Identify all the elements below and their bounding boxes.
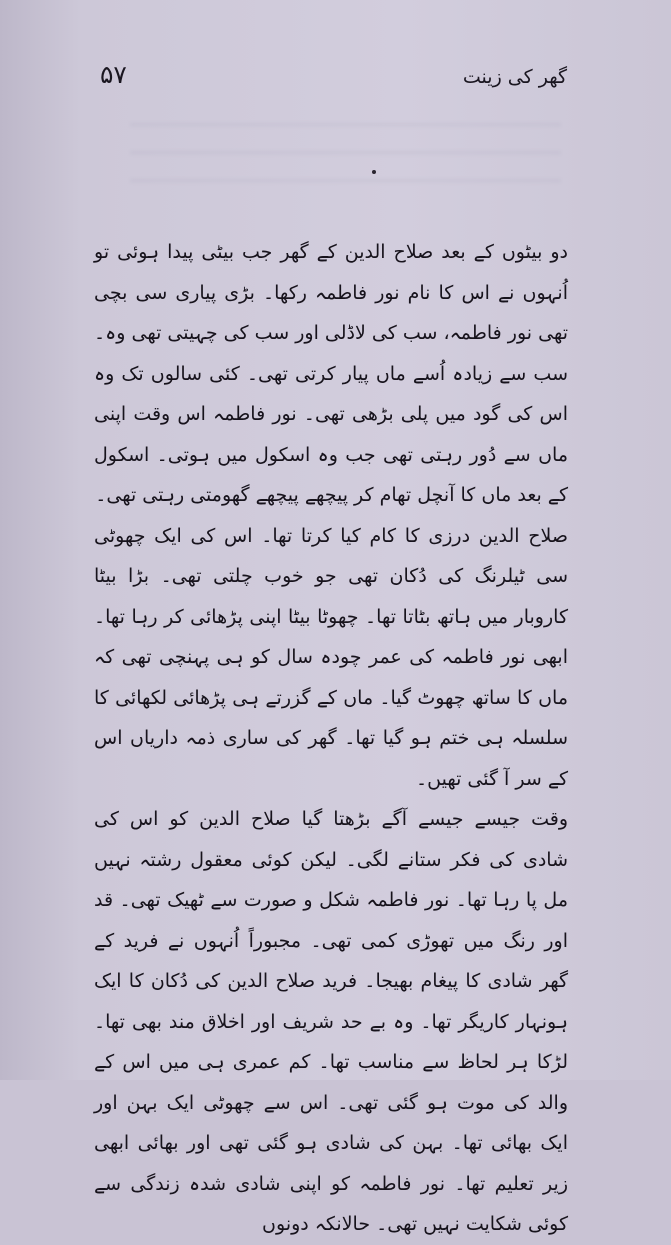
ink-dot (372, 170, 376, 174)
running-title: گھر کی زینت (462, 66, 567, 88)
paragraph: دو بیٹوں کے بعد صلاح الدین کے گھر جب بیٹی پیدا ہوئی تو اُنہوں نے اس کا نام نور فاطمہ رکھا۔ بڑی پیاری سی بچی تھی نور فاطمہ، سب کی لاڈلی اور سب کی چہیتی تھی وہ۔ سب سے زیادہ اُسے ماں پیار کرتی تھی۔ کئی سالوں تک وہ اس کی گود میں پلی بڑھی تھی۔ نور فاطمہ اس وقت اپنی ماں سے دُور رہتی تھی جب وہ اسکول میں ہوتی۔ اسکول کے بعد ماں کا آنچل تھام کر پیچھے پیچھے گھومتی رہتی تھی۔ (94, 241, 568, 506)
paragraph: وقت جیسے جیسے آگے بڑھتا گیا صلاح الدین کو اس کی شادی کی فکر ستانے لگی۔ لیکن کوئی معقول رشتہ نہیں مل پا رہا تھا۔ نور فاطمہ شکل و صورت سے ٹھیک تھی۔ قد اور رنگ میں تھوڑی کمی تھی۔ مجبوراً اُنہوں نے فرید کے گھر شادی کا پیغام بھیجا۔ فرید صلاح الدین کی دُکان کا ایک ہونہار کاریگر تھا۔ وہ بے حد شریف اور اخلاق مند بھی تھا۔ لڑکا ہر لحاظ سے مناسب تھا۔ کم عمری ہی میں اس کے والد کی موت ہو گئی تھی۔ اس سے چھوٹی ایک بہن اور ایک بھائی تھا۔ بہن کی شادی ہو گئی تھی اور بھائی ابھی زیر تعلیم تھا۔ نور فاطمہ کو اپنی شادی شدہ زندگی سے کوئی شکایت نہیں تھی۔ حالانکہ دونوں (94, 808, 568, 1235)
paragraph: صلاح الدین درزی کا کام کیا کرتا تھا۔ اس کی ایک چھوٹی سی ٹیلرنگ کی دُکان تھی جو خوب چلتی تھی۔ بڑا بیٹا کاروبار میں ہاتھ بٹاتا تھا۔ چھوٹا بیٹا اپنی پڑھائی کر رہا تھا۔ ابھی نور فاطمہ کی عمر چودہ سال کو ہی پہنچی تھی کہ ماں کا ساتھ چھوٹ گیا۔ ماں کے گزرتے ہی پڑھائی لکھائی کا سلسلہ ہی ختم ہو گیا تھا۔ گھر کی ساری ذمہ داریاں اس کے سر آ گئی تھیں۔ (94, 524, 568, 790)
show-through-text (130, 100, 561, 200)
body-text (94, 232, 568, 1245)
page-number: ۵۷ (100, 60, 127, 89)
